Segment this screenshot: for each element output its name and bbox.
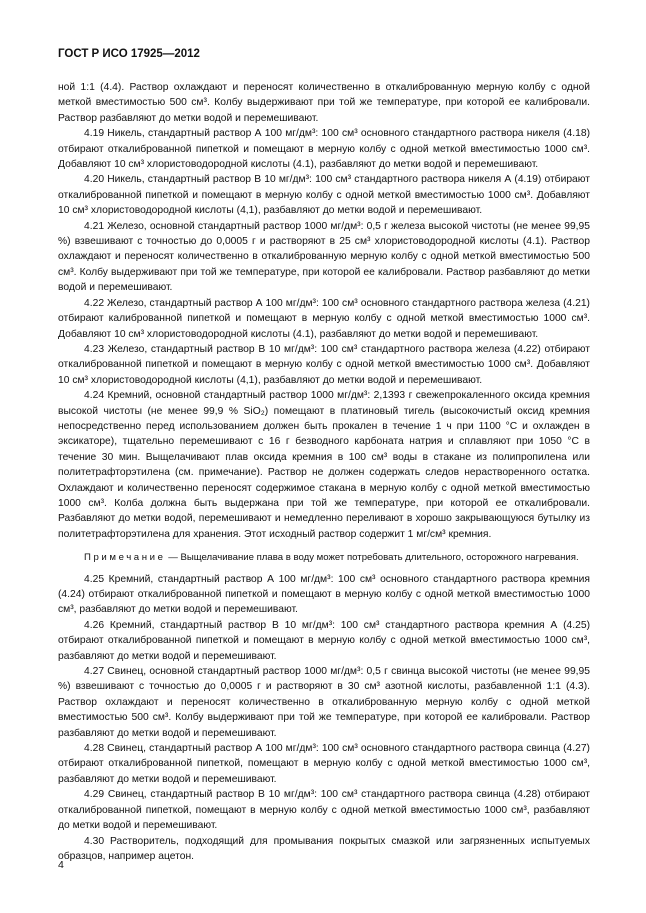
paragraph: 4.30 Растворитель, подходящий для промывания покрытых смазкой или загрязненных испытуемых образцов, например ацетон.	[58, 835, 590, 862]
paragraph: 4.23 Железо, стандартный раствор В 10 мг/дм³: 100 см³ стандартного раствора железа (4.22) отбирают откалиброванной пипеткой и помещают в мерную колбу с одной меткой вместимостью 1000 см³. Добавляют 10 см³ хлористоводородной кислоты (4,1), разбавляют до метки водой и перемешивают.	[58, 343, 590, 386]
paragraph: 4.22 Железо, стандартный раствор А 100 мг/дм³: 100 см³ основного стандартного раствора железа (4.21) отбирают калиброванной пипеткой и помещают в мерную колбу с одной меткой вместимостью 1000 см³. Добавляют 10 см³ хлористоводородной кислоты (4.1), разбавляют до метки водой и перемешивают.	[58, 297, 590, 340]
document-header: ГОСТ Р ИСО 17925—2012	[58, 48, 200, 60]
note-label: Примечание	[84, 552, 166, 564]
paragraph: 4.28 Свинец, стандартный раствор А 100 мг/дм³: 100 см³ основного стандартного раствора свинца (4.27) отбирают откалиброванной пипеткой, помещают в мерную колбу с одной меткой вместимостью 1000 см³, разбавляют до метки водой и перемешивают.	[58, 743, 590, 785]
paragraph: 4.26 Кремний, стандартный раствор В 10 мг/дм³: 100 см³ стандартного раствора кремния А (4.25) отбирают откалиброванной пипеткой и помещают в мерную колбу с одной меткой вместимостью 1000 см³, разбавляют до метки водой и перемешивают.	[58, 619, 590, 662]
paragraph: 4.19 Никель, стандартный раствор А 100 мг/дм³: 100 см³ основного стандартного раствора никеля (4.18) отбирают откалиброванной пипеткой и помещают в мерную колбу с одной меткой вместимостью 1000 см³. Добавляют 10 см³ хлористоводородной кислоты (4.1), разбавляют до метки водой и перемешивают.	[58, 128, 590, 171]
page-number: 4	[58, 859, 64, 871]
paragraph: 4.21 Железо, основной стандартный раствор 1000 мг/дм³: 0,5 г железа высокой чистоты (не менее 99,95 %) взвешивают с точностью до 0,0005 г и растворяют в 25 см³ хлористоводородной кислоты (4.1). Раствор охлаждают и переносят количественно в откалиброванную мерную колбу с одной меткой вместимостью 500 см³. Колбу выдерживают при той же температуре, при которой ее калибровали. Раствор разбавляют до метки водой и перемешивают.	[58, 220, 590, 294]
paragraph: 4.20 Никель, стандартный раствор В 10 мг/дм³: 100 см³ стандартного раствора никеля А (4.19) отбирают откалиброванной пипеткой и помещают в мерную колбу с одной меткой вместимостью 1000 см³. Добавляют 10 см³ хлористоводородной кислоты (4,1), разбавляют до метки водой и перемешивают.	[58, 174, 590, 217]
paragraph: 4.29 Свинец, стандартный раствор В 10 мг/дм³: 100 см³ стандартного раствора свинца (4.28) отбирают откалиброванной пипеткой, помещают в мерную колбу с одной меткой вместимостью 1000 см³, разбавляют до метки водой и перемешивают.	[58, 789, 590, 832]
note	[58, 550, 590, 565]
note-text: — Выщелачивание плава в воду может потребовать длительного, осторожного нагревания.	[165, 552, 579, 564]
paragraph: 4.27 Свинец, основной стандартный раствор 1000 мг/дм³: 0,5 г свинца высокой чистоты (не менее 99,95 %) взвешивают с точностью до 0,0005 г и растворяют в 30 см³ азотной кислоты, разбавленной 1:1 (4.3). Раствор охлаждают и переносят количественно в откалиброванную мерную колбу с одной меткой вместимостью 500 см³. Колбу выдерживают при той же температуре, при которой ее калибровали. Раствор разбавляют до метки водой и перемешивают.	[58, 666, 590, 739]
document-body	[58, 80, 590, 864]
paragraph: 4.24 Кремний, основной стандартный раствор 1000 мг/дм³: 2,1393 г свежепрокаленного оксида кремния высокой чистоты (не менее 99,9 % SiO₂) помещают в платиновый тигель (высокочистый оксид кремния непосредственно перед использованием должен быть прокален в течение 1 ч при 1100 °С и охлажден в эксикаторе), тщательно перемешивают с 16 г безводного карбоната натрия и сплавляют при 1050 °С в течение 30 мин. Выщелачивают плав оксида кремния в 100 см³ воды в стакане из полипропилена или политетрафторэтилена (см. примечание). Раствор не должен содержать следов нерастворенного остатка. Охлаждают и количественно переносят содержимое стакана в мерную колбу с одной меткой вместимостью 1000 см³. Колба должна быть выдержана при той же температуре, при которой ее откалибровали. Разбавляют до метки водой, перемешивают и немедленно переливают в хорошо закрывающуюся бутылку из политетрафторэтилена для хранения. Этот исходный раствор содержит 1 мг/см³ кремния.	[58, 390, 590, 540]
paragraph: 4.25 Кремний, стандартный раствор А 100 мг/дм³: 100 см³ основного стандартного раствора кремния (4.24) отбирают откалиброванной пипеткой и помещают в мерную колбу с одной меткой вместимостью 1000 см³, разбавляют до метки водой и перемешивают.	[58, 573, 590, 616]
paragraph: ной 1:1 (4.4). Раствор охлаждают и переносят количественно в откалиброванную мерную колбу с одной меткой вместимостью 500 см³. Колбу выдерживают при той же температуре, при которой ее калибровали. Раствор разбавляют до метки водой и перемешивают.	[58, 82, 590, 124]
